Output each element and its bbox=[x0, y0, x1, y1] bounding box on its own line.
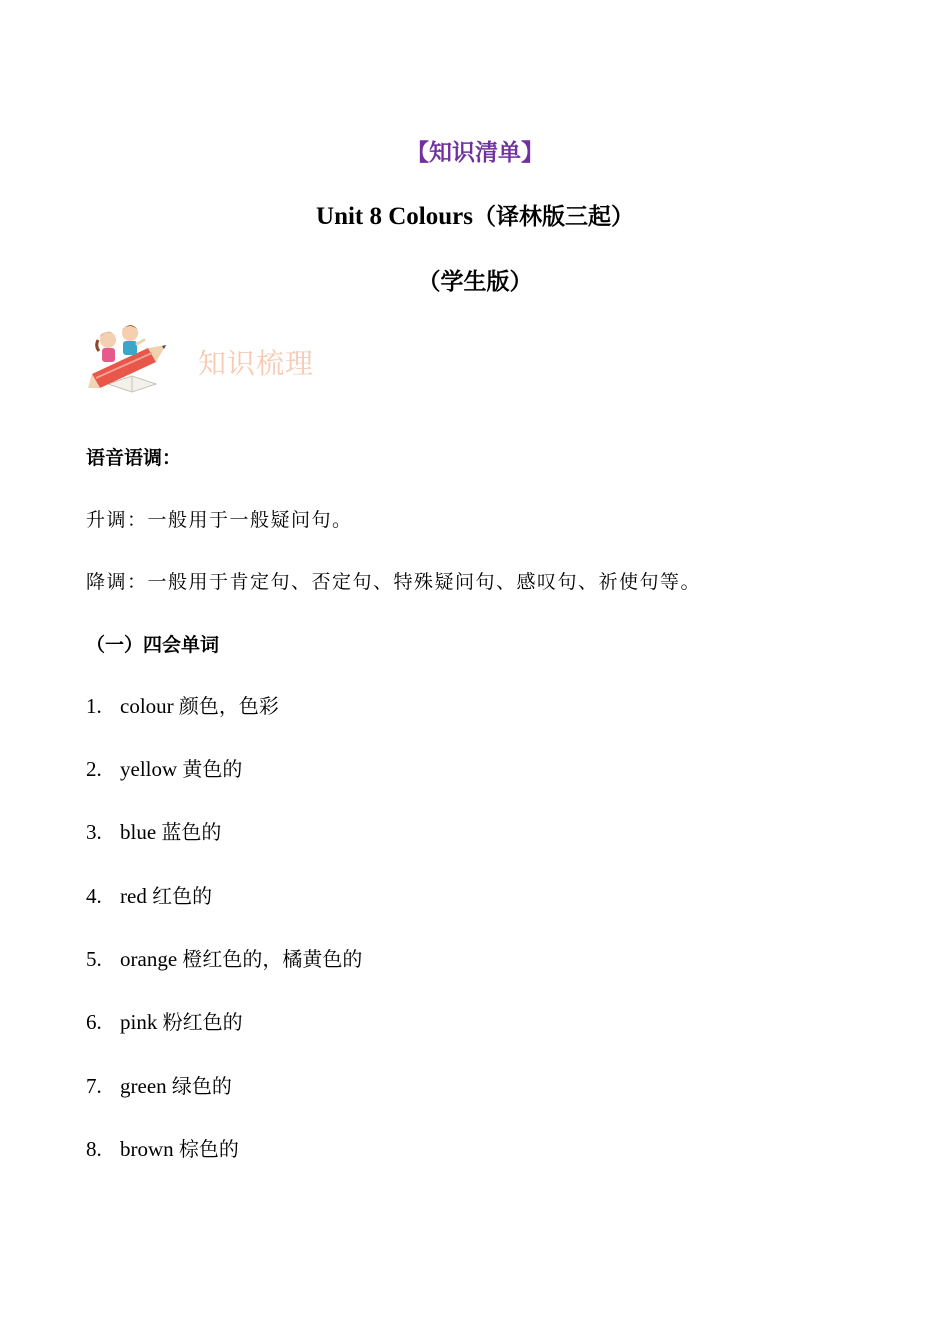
vocab-number: 1. bbox=[86, 694, 102, 718]
vocab-chinese: 粉红色的 bbox=[162, 1010, 243, 1034]
vocab-number: 2. bbox=[86, 757, 102, 781]
vocab-chinese: 红色的 bbox=[152, 884, 213, 908]
section-title: 知识梳理 bbox=[198, 347, 315, 380]
vocab-heading: （一）四会单词 bbox=[86, 634, 220, 656]
vocab-number: 3. bbox=[86, 820, 102, 844]
vocab-english: blue bbox=[120, 820, 157, 844]
vocab-item bbox=[86, 1070, 232, 1099]
vocab-chinese: 蓝色的 bbox=[161, 820, 222, 844]
falling-tone-text: 降调：一般用于肯定句、否定句、特殊疑问句、感叹句、祈使句等。 bbox=[86, 571, 702, 593]
vocab-item bbox=[86, 1006, 243, 1035]
vocab-english: colour bbox=[120, 694, 174, 718]
vocab-chinese: 黄色的 bbox=[182, 757, 243, 781]
vocab-english: orange bbox=[120, 947, 178, 971]
vocab-number: 6. bbox=[86, 1010, 102, 1034]
vocab-chinese: 颜色，色彩 bbox=[178, 694, 279, 718]
vocab-english: brown bbox=[120, 1137, 174, 1161]
vocab-item bbox=[86, 690, 279, 719]
vocab-number: 7. bbox=[86, 1074, 102, 1098]
vocab-chinese: 绿色的 bbox=[171, 1074, 232, 1098]
vocab-english: red bbox=[120, 884, 147, 908]
vocab-item bbox=[86, 753, 242, 782]
document-title bbox=[0, 198, 950, 231]
vocab-english: green bbox=[120, 1074, 167, 1098]
vocab-english: yellow bbox=[120, 757, 178, 781]
vocab-number: 8. bbox=[86, 1137, 102, 1161]
rising-tone-text: 升调：一般用于一般疑问句。 bbox=[86, 509, 353, 531]
vocab-item bbox=[86, 816, 221, 845]
vocab-chinese: 棕色的 bbox=[178, 1137, 239, 1161]
vocab-item bbox=[86, 880, 212, 909]
vocab-item bbox=[86, 1133, 239, 1162]
vocab-english: pink bbox=[120, 1010, 158, 1034]
vocab-number: 5. bbox=[86, 947, 102, 971]
vocab-number: 4. bbox=[86, 884, 102, 908]
phonetics-label: 语音语调： bbox=[86, 447, 182, 469]
vocab-chinese: 橙红色的，橘黄色的 bbox=[182, 947, 363, 971]
title-english: Unit 8 Colours bbox=[316, 203, 473, 230]
title-chinese: （译林版三起） bbox=[472, 203, 634, 230]
edition-label: （学生版） bbox=[417, 268, 533, 295]
header-tag: 【知识清单】 bbox=[406, 139, 544, 166]
vocab-item bbox=[86, 943, 362, 972]
kids-on-pencil-illustration bbox=[86, 318, 178, 396]
